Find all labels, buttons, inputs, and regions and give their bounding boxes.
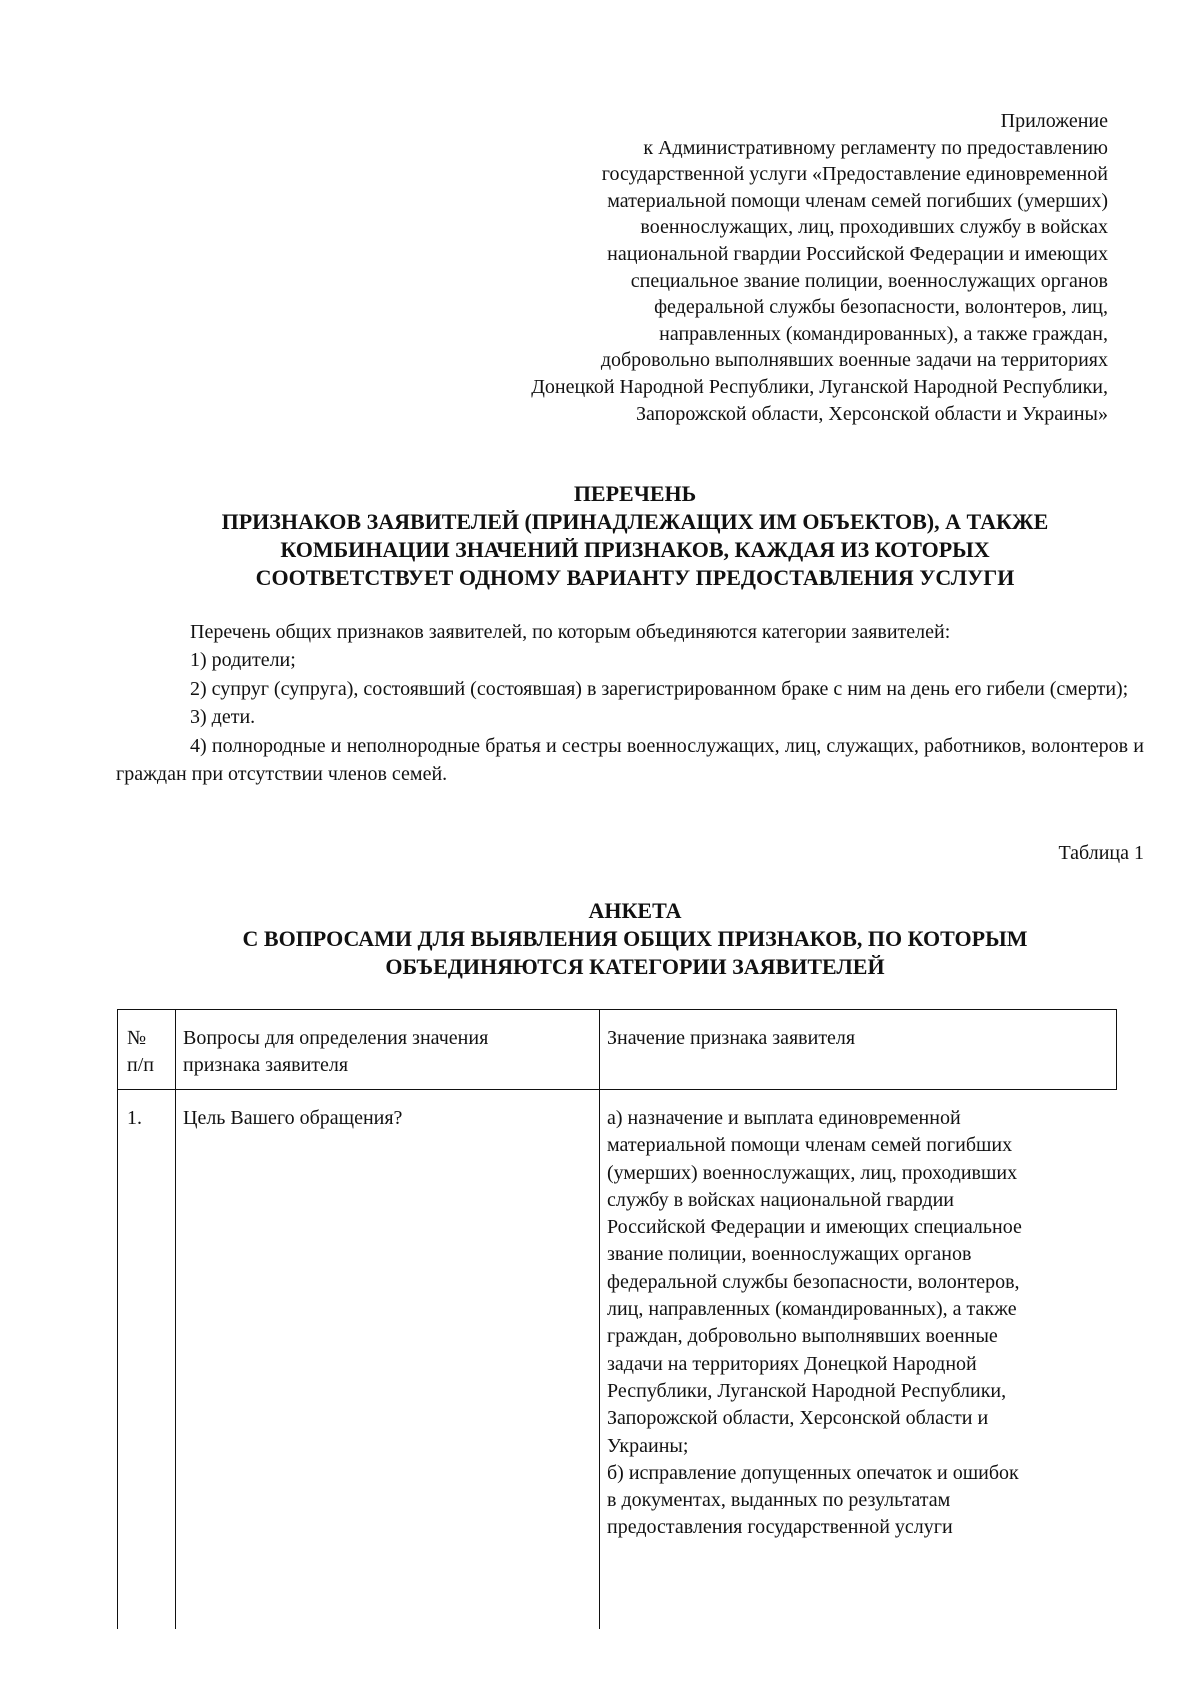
row-value-line: звание полиции, военнослужащих органов xyxy=(607,1243,972,1266)
intro-text xyxy=(116,618,1144,788)
questionnaire-title-line: АНКЕТА xyxy=(588,898,682,923)
row-question: Цель Вашего обращения? xyxy=(183,1107,403,1129)
table-border-left xyxy=(117,1009,118,1629)
list-title xyxy=(150,480,1120,592)
appendix-line: направленных (командированных), а также граждан, xyxy=(659,322,1108,345)
questionnaire-table xyxy=(117,1009,1117,1629)
row-value-line: б) исправление допущенных опечаток и ошибок xyxy=(607,1461,1019,1484)
table-col-divider xyxy=(599,1009,600,1629)
appendix-line: добровольно выполнявших военные задачи на территориях xyxy=(600,349,1108,372)
table-col-divider xyxy=(175,1009,176,1629)
appendix-line: материальной помощи членам семей погибших (умерших) xyxy=(607,189,1108,212)
table-border-right xyxy=(1116,1009,1117,1089)
intro-list-item: 3) дети. xyxy=(190,706,256,729)
header-question xyxy=(183,1025,593,1080)
header-value-line: Значение признака заявителя xyxy=(607,1027,856,1049)
questionnaire-title-line: ОБЪЕДИНЯЮТСЯ КАТЕГОРИИ ЗАЯВИТЕЛЕЙ xyxy=(385,954,885,979)
header-question-line: признака заявителя xyxy=(183,1054,349,1077)
appendix-line: государственной услуги «Предоставление единовременной xyxy=(601,163,1108,186)
list-title-line: ПЕРЕЧЕНЬ xyxy=(573,481,697,506)
table-border-top xyxy=(117,1009,1117,1010)
row-value-line: (умерших) военнослужащих, лиц, проходивших xyxy=(607,1161,1018,1184)
table-header-divider xyxy=(117,1089,1117,1090)
header-question-line: Вопросы для определения значения xyxy=(183,1027,489,1049)
appendix-line: к Административному регламенту по предоставлению xyxy=(643,136,1108,159)
intro-list-item: 1) родители; xyxy=(190,649,296,672)
appendix-line: военнослужащих, лиц, проходивших службу в войсках xyxy=(640,216,1108,239)
row-value-line: материальной помощи членам семей погибших xyxy=(607,1134,1013,1157)
row-value-line: Республики, Луганской Народной Республики, xyxy=(607,1379,1007,1402)
appendix-line: национальной гвардии Российской Федерации и имеющих xyxy=(607,242,1108,265)
intro-paragraph: Перечень общих признаков заявителей, по которым объединяются категории заявителей: xyxy=(190,621,951,643)
row-value xyxy=(607,1105,1112,1542)
appendix-heading xyxy=(388,108,1108,427)
appendix-line: Запорожской области, Херсонской области и Украины» xyxy=(635,402,1108,425)
row-value-line: Запорожской области, Херсонской области и xyxy=(607,1407,989,1430)
row-value-line: в документах, выданных по результатам xyxy=(607,1489,951,1512)
intro-list-item: 4) полнородные и неполнородные братья и сестры военнослужащих, лиц, служащих, работников, волонтеров и граждан при отсутствии членов семей. xyxy=(116,734,1144,786)
questionnaire-title-line: С ВОПРОСАМИ ДЛЯ ВЫЯВЛЕНИЯ ОБЩИХ ПРИЗНАКОВ, ПО КОТОРЫМ xyxy=(242,926,1028,951)
questionnaire-title xyxy=(150,897,1120,981)
list-title-line: СООТВЕТСТВУЕТ ОДНОМУ ВАРИАНТУ ПРЕДОСТАВЛЕНИЯ УСЛУГИ xyxy=(255,565,1015,590)
list-title-line: ПРИЗНАКОВ ЗАЯВИТЕЛЕЙ (ПРИНАДЛЕЖАЩИХ ИМ ОБЪЕКТОВ), А ТАКЖЕ xyxy=(221,509,1049,534)
header-num xyxy=(127,1025,171,1080)
appendix-line: Донецкой Народной Республики, Луганской Народной Республики, xyxy=(531,375,1108,398)
row-value-line: предоставления государственной услуги xyxy=(607,1516,953,1539)
row-number: 1. xyxy=(127,1107,142,1129)
row-value-line: Российской Федерации и имеющих специальное xyxy=(607,1216,1022,1239)
row-value-line: а) назначение и выплата единовременной xyxy=(607,1107,961,1129)
row-value-line: граждан, добровольно выполнявших военные xyxy=(607,1325,998,1348)
row-value-line: службу в войсках национальной гвардии xyxy=(607,1188,955,1211)
header-value xyxy=(607,1025,1112,1052)
list-title-line: КОМБИНАЦИИ ЗНАЧЕНИЙ ПРИЗНАКОВ, КАЖДАЯ ИЗ КОТОРЫХ xyxy=(280,537,990,562)
row-value-line: Украины; xyxy=(607,1434,689,1457)
intro-list-item: 2) супруг (супруга), состоявший (состоявшая) в зарегистрированном браке с ним на день его гибели (смерти); xyxy=(190,677,1129,700)
appendix-line: Приложение xyxy=(1000,110,1108,132)
appendix-line: федеральной службы безопасности, волонтеров, лиц, xyxy=(654,296,1108,319)
row-value-line: федеральной службы безопасности, волонтеров, xyxy=(607,1270,1020,1293)
table-number-label: Таблица 1 xyxy=(1058,842,1144,864)
row-value-line: лиц, направленных (командированных), а также xyxy=(607,1298,1017,1321)
header-num-line: № xyxy=(127,1027,147,1049)
row-value-line: задачи на территориях Донецкой Народной xyxy=(607,1352,977,1375)
header-num-line: п/п xyxy=(127,1054,154,1077)
appendix-line: специальное звание полиции, военнослужащих органов xyxy=(630,269,1108,292)
